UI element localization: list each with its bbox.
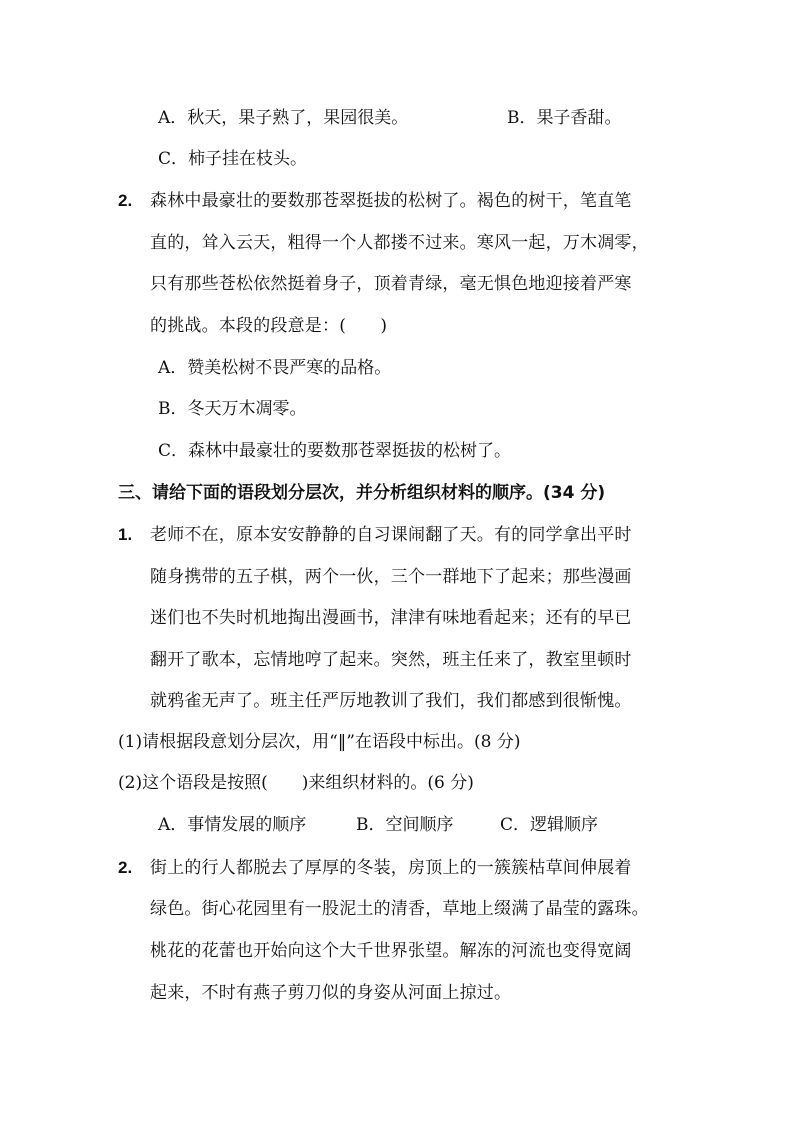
passage-line: 绿色。街心花园里有一股泥土的清香，草地上缀满了晶莹的露珠。 (150, 899, 649, 919)
option-b: B．果子香甜。 (507, 108, 622, 128)
passage-line: 起来，不时有燕子剪刀似的身姿从河面上掠过。 (150, 983, 512, 1003)
option-a: A．赞美松树不畏严寒的品格。 (158, 358, 392, 378)
option-a: A．秋天，果子熟了，果园很美。 (158, 108, 409, 128)
passage-line: 只有那些苍松依然挺着身子，顶着青绿，毫无惧色地迎接着严寒 (150, 274, 632, 294)
sub-question: (1)请根据段意划分层次，用“‖”在语段中标出。(8 分) (118, 732, 521, 752)
passage-line: 迷们也不失时机地掏出漫画书，津津有味地看起来；还有的早已 (150, 608, 632, 628)
passage-line: 翻开了歌本，忘情地哼了起来。突然，班主任来了，教室里顿时 (150, 650, 632, 670)
option-c: C．逻辑顺序 (500, 815, 599, 835)
question-number: 1. (118, 525, 133, 544)
sub-question: (2)这个语段是按照( )来组织材料的。(6 分) (118, 773, 474, 793)
passage-line: 街上的行人都脱去了厚厚的冬装，房顶上的一簇簇枯草间伸展着 (150, 858, 632, 878)
passage-line: 桃花的花蕾也开始向这个大千世界张望。解冻的河流也变得宽阔 (150, 941, 632, 961)
passage-line: 直的，耸入云天，粗得一个人都搂不过来。寒风一起，万木凋零， (150, 233, 649, 253)
section-heading: 三、请给下面的语段划分层次，并分析组织材料的顺序。(34 分) (118, 483, 606, 503)
option-c: C．森林中最豪壮的要数那苍翠挺拔的松树了。 (158, 441, 512, 461)
option-b: B．冬天万木凋零。 (158, 399, 307, 419)
question-number: 2. (118, 191, 133, 210)
passage-line: 随身携带的五子棋，两个一伙，三个一群地下了起来；那些漫画 (150, 567, 632, 587)
question-number: 2. (118, 858, 133, 877)
option-b: B．空间顺序 (356, 815, 454, 835)
passage-line: 森林中最豪壮的要数那苍翠挺拔的松树了。褐色的树干，笔直笔 (150, 191, 632, 211)
option-a: A．事情发展的顺序 (158, 815, 307, 835)
passage-line: 就鸦雀无声了。班主任严厉地教训了我们，我们都感到很惭愧。 (150, 691, 632, 711)
option-c: C．柿子挂在枝头。 (158, 149, 308, 169)
passage-line: 老师不在，原本安安静静的自习课闹翻了天。有的同学拿出平时 (150, 525, 632, 545)
passage-line: 的挑战。本段的段意是：( ) (150, 316, 388, 336)
